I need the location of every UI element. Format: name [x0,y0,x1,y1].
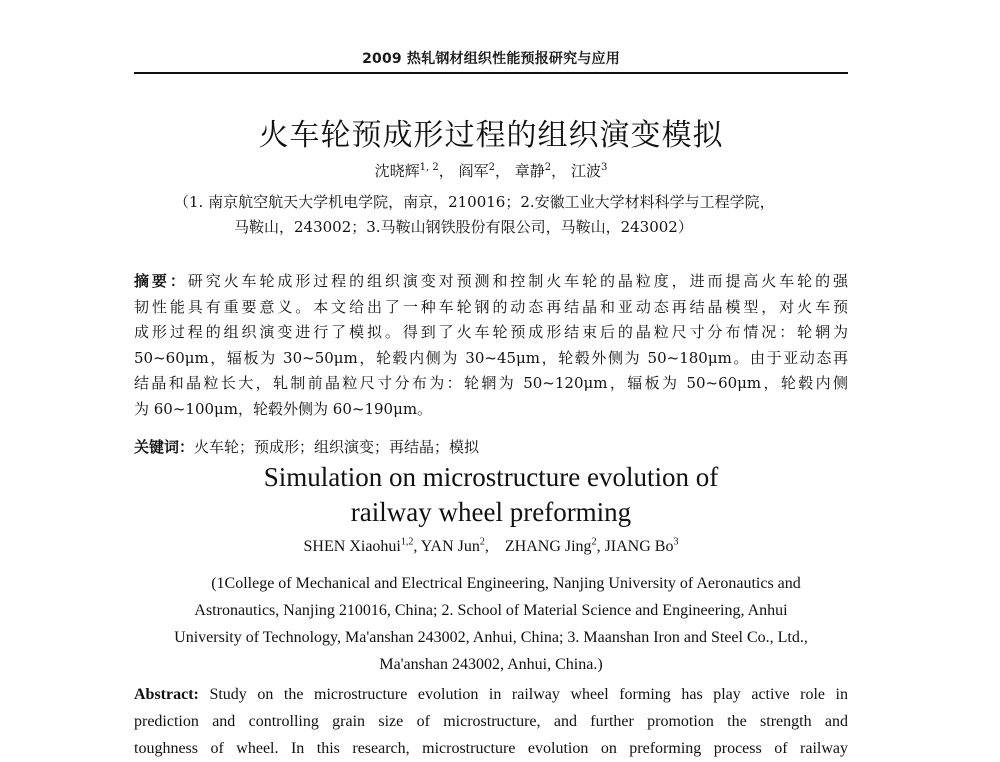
author: YAN Jun$^2$, [420,537,505,556]
author: ZHANG Jing$^2$, [504,537,605,556]
chinese-affiliations [134,190,848,240]
author: 沈晓辉$^{1, 2}$， [374,162,454,180]
chinese-abstract [134,269,848,422]
english-affiliations [134,570,848,678]
affiliation-line: Astronautics, Nanjing 210016, China; 2. School of Material Science and Engineering, Anhui [194,602,788,619]
running-head: 2009 热轧钢材组织性能预报研究与应用 [362,51,620,67]
title-line: railway wheel preforming [350,497,632,527]
affiliation-line: Ma'anshan 243002, Anhui, China.) [379,656,603,673]
abstract-line: Abstract: Study on the microstructure evolution in railway wheel forming has play active role in [134,686,848,703]
affiliation-line: 马鞍山，243002；3.马鞍山钢铁股份有限公司，马鞍山，243002） [234,218,693,236]
author: SHEN Xiaohui$^{1,2}$, [303,537,421,556]
affiliation-line: University of Technology, Ma'anshan 243002, Anhui, China; 3. Maanshan Iron and Steel Co., Ltd., [174,629,808,646]
author: JIANG Bo$^3$ [604,537,679,556]
abstract-line: 韧性能具有重要意义。本文给出了一种车轮钢的动态再结晶和亚动态再结晶模型，对火车预 [134,297,848,316]
chinese-keywords [134,436,848,457]
english-title [134,460,848,530]
abstract-line: 50~60μm，辐板为 30~50μm，轮毂内侧为 30~45μm，轮毂外侧为 50~180μm。由于亚动态再 [134,348,848,367]
english-authors [134,537,848,556]
header-rule [134,72,848,74]
abstract-label: Abstract: [134,686,199,703]
author: 章静$^2$， [514,162,567,180]
keywords-text: 火车轮；预成形；组织演变；再结晶；模拟 [194,438,480,456]
abstract-line: 摘要：研究火车轮成形过程的组织演变对预测和控制火车轮的晶粒度，进而提高火车轮的强 [134,272,848,290]
chinese-title: 火车轮预成形过程的组织演变模拟 [258,118,724,153]
abstract-line: 为 60~100μm，轮毂外侧为 60~190μm。 [134,399,433,418]
author: 阎军$^2$， [458,162,510,180]
author: 江波$^3$ [570,162,608,180]
english-abstract [134,681,848,762]
abstract-line: prediction and controlling grain size of microstructure, and further promotion the strength and [134,713,848,730]
abstract-line: toughness of wheel. In this research, microstructure evolution on preforming process of railway [134,740,848,757]
abstract-line: 成形过程的组织演变进行了模拟。得到了火车轮预成形结束后的晶粒尺寸分布情况：轮辋为 [134,323,848,341]
abstract-line: 结晶和晶粒长大，轧制前晶粒尺寸分布为：轮辋为 50~120μm，辐板为 50~60μm，轮毂内侧 [134,374,848,392]
affiliation-line: (1College of Mechanical and Electrical Engineering, Nanjing University of Aeronautics and [211,575,801,592]
keywords-label: 关键词： [134,438,195,456]
abstract-label: 摘要： [134,272,188,290]
title-line: Simulation on microstructure evolution of [263,462,719,492]
chinese-authors [134,160,848,181]
affiliation-line: （1. 南京航空航天大学机电学院，南京，210016；2.安徽工业大学材料科学与工程学院， [174,193,775,211]
